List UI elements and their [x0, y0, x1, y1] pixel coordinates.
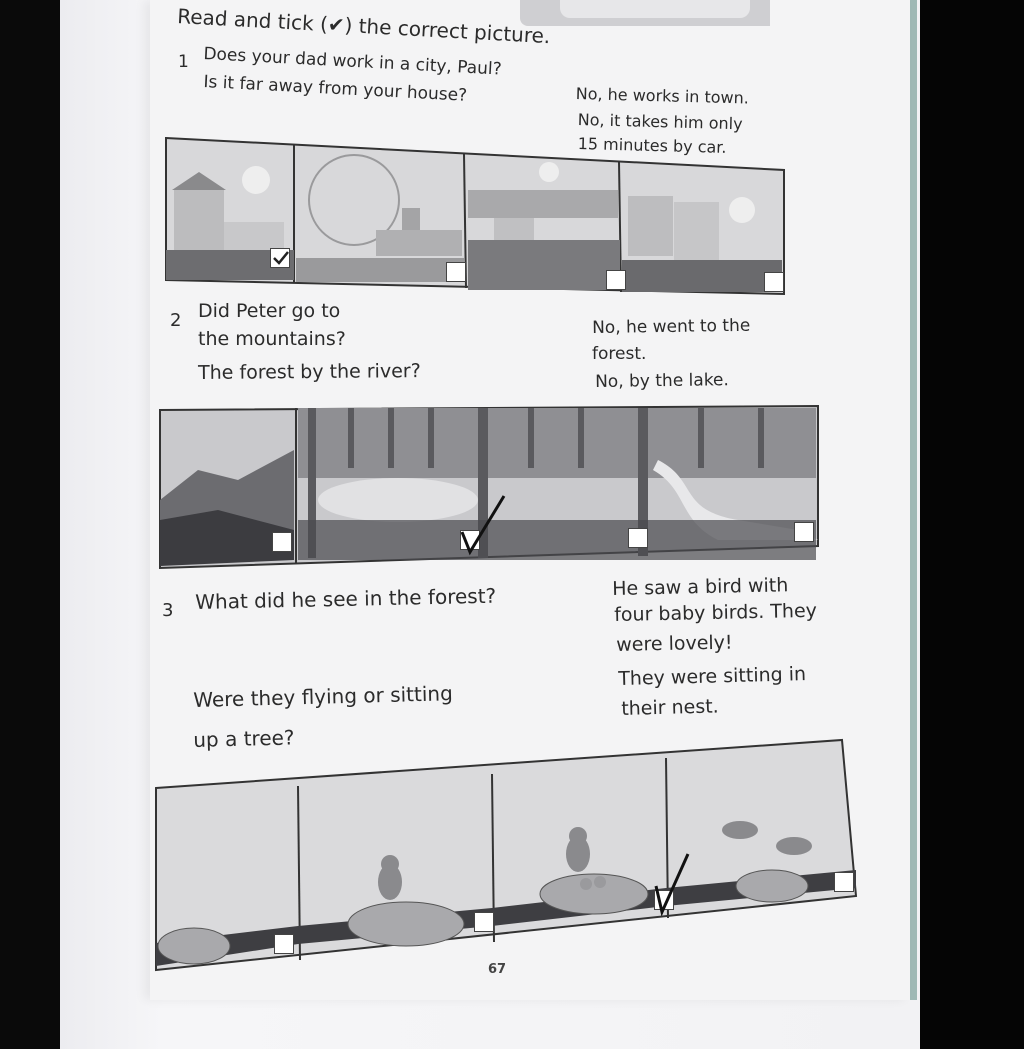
tick-box[interactable]: [834, 872, 854, 892]
printed-tick-icon: [271, 248, 291, 268]
handwritten-tick-icon: [652, 850, 692, 916]
handwritten-tick-icon: [458, 492, 518, 562]
tick-box[interactable]: [446, 262, 466, 282]
question-number: 1: [178, 52, 189, 72]
picture-strip-2: [158, 400, 820, 572]
tick-box[interactable]: [274, 934, 294, 954]
question-text: The forest by the river?: [198, 360, 421, 384]
question-text: What did he see in the forest?: [195, 583, 497, 614]
answer-text: They were sitting in: [618, 663, 807, 690]
answer-text: No, he works in town.: [575, 84, 750, 108]
question-text: Did Peter go to: [198, 300, 341, 322]
picture-strip-1: [164, 130, 786, 296]
question-number: 2: [170, 310, 182, 331]
question-text: Is it far away from your house?: [202, 72, 468, 106]
picture-strip-1-illustration: [164, 130, 786, 296]
answer-text: No, by the lake.: [595, 370, 730, 392]
instruction-text: Read and tick (✔) the correct picture.: [176, 4, 551, 49]
tick-box[interactable]: [794, 522, 814, 542]
question-text: the mountains?: [198, 328, 346, 350]
picture-strip-3: [154, 738, 860, 972]
answer-text: four baby birds. They: [614, 599, 818, 626]
answer-text: forest.: [592, 344, 647, 364]
tick-box[interactable]: [606, 270, 626, 290]
answer-text: No, it takes him only: [577, 110, 743, 134]
answer-text: 15 minutes by car.: [577, 134, 727, 157]
question-text: Were they flying or sitting: [193, 681, 454, 712]
answer-text: No, he went to the: [592, 315, 751, 338]
tick-box[interactable]: [628, 528, 648, 548]
question-number: 3: [162, 600, 174, 621]
answer-text: He saw a bird with: [612, 574, 789, 600]
tick-box[interactable]: [474, 912, 494, 932]
tick-box[interactable]: [272, 532, 292, 552]
answer-text: were lovely!: [616, 631, 733, 656]
answer-text: their nest.: [621, 695, 719, 720]
question-text: Does your dad work in a city, Paul?: [202, 44, 503, 80]
question-text: up a tree?: [193, 725, 295, 752]
tick-box[interactable]: [764, 272, 784, 292]
page-number: 67: [488, 962, 507, 977]
picture-strip-3-illustration: [154, 738, 860, 972]
